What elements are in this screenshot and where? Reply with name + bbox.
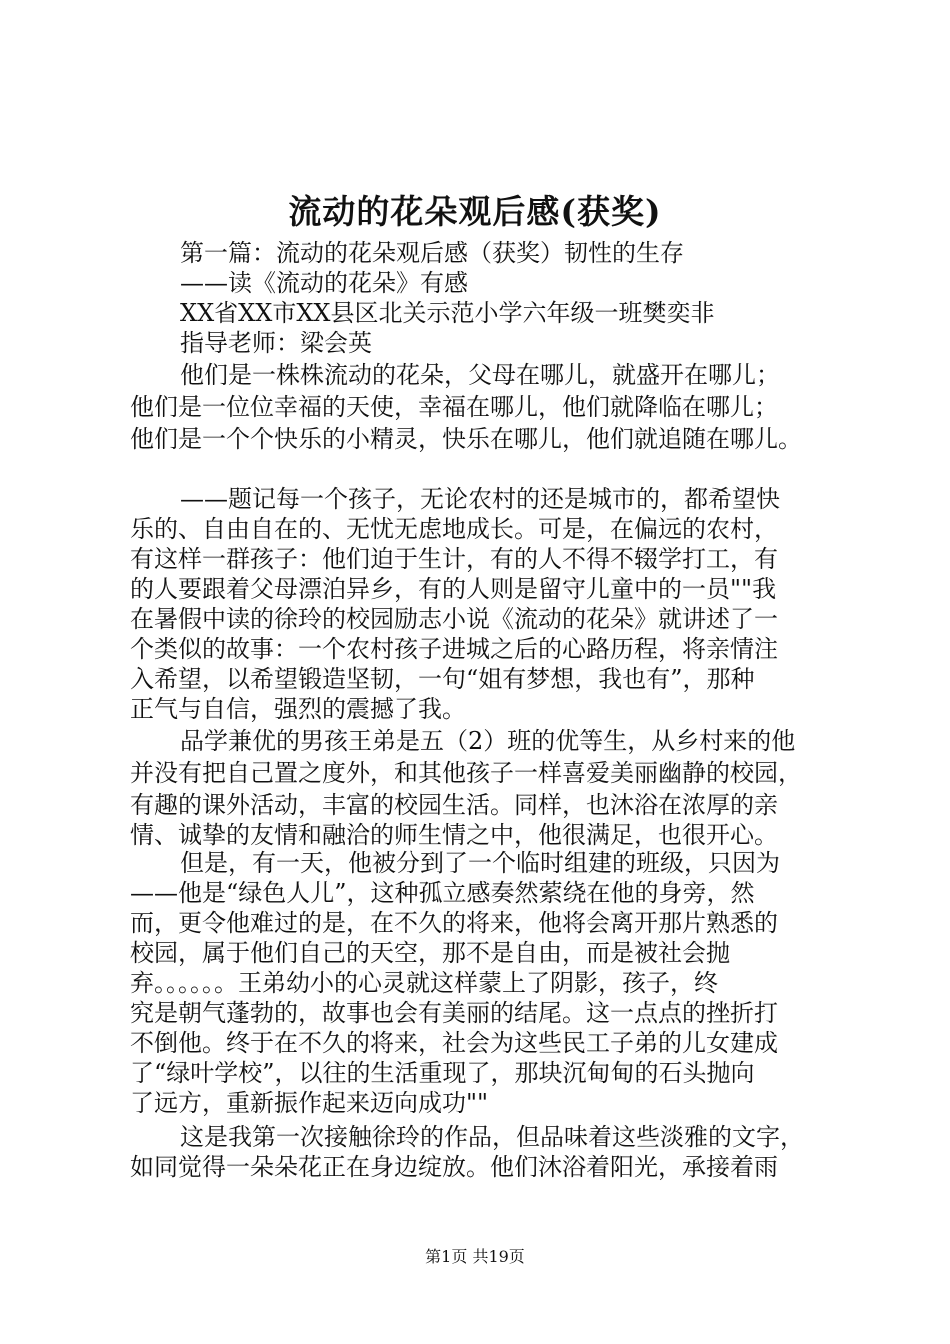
paragraph-line: 究是朝气蓬勃的，故事也会有美丽的结尾。这一点点的挫折打 — [130, 999, 778, 1027]
paragraph-line: 入希望，以希望锻造坚韧，一句“姐有梦想，我也有”，那种 — [130, 665, 755, 693]
paragraph-line: 并没有把自己置之度外，和其他孩子一样喜爱美丽幽静的校园， — [130, 759, 802, 787]
paragraph-line: 乐的、自由自在的、无忧无虑地成长。可是，在偏远的农村， — [130, 515, 778, 543]
poem-line: 他们是一位位幸福的天使，幸福在哪儿，他们就降临在哪儿； — [130, 393, 778, 421]
paragraph-line: 情、诚挚的友情和融洽的师生情之中，他很满足，也很开心。 — [130, 821, 778, 849]
paragraph-line: ——题记每一个孩子，无论农村的还是城市的，都希望快 — [180, 485, 780, 513]
poem-line: 他们是一株株流动的花朵，父母在哪儿，就盛开在哪儿； — [180, 361, 780, 389]
paragraph-line: 但是，有一天，他被分到了一个临时组建的班级，只因为 — [180, 849, 780, 877]
page-number: 第1页 共19页 — [425, 1247, 525, 1266]
teacher-line: 指导老师：梁会英 — [180, 329, 372, 357]
paragraph-line: 在暑假中读的徐玲的校园励志小说《流动的花朵》就讲述了一 — [130, 605, 778, 633]
paragraph-line: 不倒他。终于在不久的将来，社会为这些民工子弟的儿女建成 — [130, 1029, 778, 1057]
paragraph-line: 了远方，重新振作起来迈向成功"" — [130, 1089, 489, 1117]
subtitle-line: 第一篇：流动的花朵观后感（获奖）韧性的生存 — [180, 239, 684, 267]
paragraph-line: 正气与自信，强烈的震撼了我。 — [130, 695, 466, 723]
paragraph-line: 弃。。。。。。王弟幼小的心灵就这样蒙上了阴影，孩子，终 — [130, 969, 718, 997]
poem-line: 他们是一个个快乐的小精灵，快乐在哪儿，他们就追随在哪儿。 — [130, 425, 802, 453]
paragraph-line: 而，更令他难过的是，在不久的将来，他将会离开那片熟悉的 — [130, 909, 778, 937]
paragraph-line: 如同觉得一朵朵花正在身边绽放。他们沐浴着阳光，承接着雨 — [130, 1153, 778, 1181]
paragraph-line: 校园，属于他们自己的天空，那不是自由，而是被社会抛 — [130, 939, 730, 967]
paragraph-line: ——他是“绿色人儿”，这种孤立感奏然萦绕在他的身旁，然 — [130, 879, 755, 907]
paragraph-line: 有趣的课外活动，丰富的校园生活。同样，也沐浴在浓厚的亲 — [130, 791, 778, 819]
document-title: 流动的花朵观后感(获奖) — [288, 192, 662, 231]
paragraph-line: 这是我第一次接触徐玲的作品，但品味着这些淡雅的文字， — [180, 1123, 804, 1151]
paragraph-line: 了“绿叶学校”，以往的生活重现了，那块沉甸甸的石头抛向 — [130, 1059, 755, 1087]
paragraph-line: 有这样一群孩子：他们迫于生计，有的人不得不辍学打工，有 — [130, 545, 778, 573]
paragraph-line: 品学兼优的男孩王弟是五（2）班的优等生，从乡村来的他 — [180, 727, 796, 755]
paragraph-line: 的人要跟着父母漂泊异乡，有的人则是留守儿童中的一员""我 — [130, 575, 777, 603]
subtitle-line: ——读《流动的花朵》有感 — [180, 269, 468, 297]
author-line: XX省XX市XX县区北关示范小学六年级一班樊奕非 — [180, 299, 715, 327]
paragraph-line: 个类似的故事：一个农村孩子进城之后的心路历程，将亲情注 — [130, 635, 778, 663]
